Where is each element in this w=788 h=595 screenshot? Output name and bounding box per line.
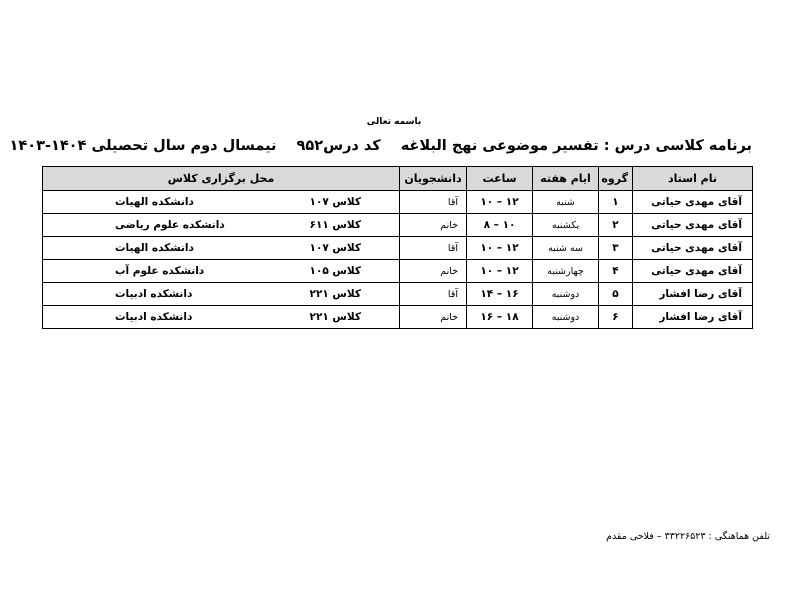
cell-location (43, 306, 400, 329)
cell-time: ۱۲ – ۱۰ (467, 260, 533, 283)
table-row (43, 260, 753, 283)
cell-day: دوشنبه (533, 283, 599, 306)
cell-time: ۱۶ – ۱۴ (467, 283, 533, 306)
cell-faculty: دانشکده ادبیات (115, 311, 193, 323)
header-location: محل برگزاری کلاس (43, 167, 400, 191)
cell-faculty: دانشکده ادبیات (115, 288, 193, 300)
cell-classroom: کلاس ۲۲۱ (309, 311, 361, 323)
cell-teacher: آقای مهدی حیاتی (633, 260, 753, 283)
cell-faculty: دانشکده الهیات (115, 196, 194, 208)
cell-teacher: آقای مهدی حیاتی (633, 214, 753, 237)
cell-teacher: آقای رضا افشار (633, 306, 753, 329)
header-students: دانشجویان (400, 167, 467, 191)
cell-group: ۱ (599, 191, 633, 214)
cell-classroom: کلاس ۱۰۷ (309, 196, 361, 208)
table-row (43, 191, 753, 214)
cell-teacher: آقای رضا افشار (633, 283, 753, 306)
table-row (43, 237, 753, 260)
cell-teacher: آقای مهدی حیاتی (633, 191, 753, 214)
cell-day: دوشنبه (533, 306, 599, 329)
header-group: گروه (599, 167, 633, 191)
table-row (43, 214, 753, 237)
cell-day: شنبه (533, 191, 599, 214)
cell-classroom: کلاس ۲۲۱ (309, 288, 361, 300)
cell-time: ۱۰ – ۸ (467, 214, 533, 237)
academic-term: نیمسال دوم سال تحصیلی ۱۴۰۴-۱۴۰۳ (9, 138, 277, 154)
course-code: کد درس۹۵۲ (296, 138, 381, 154)
cell-time: ۱۲ – ۱۰ (467, 237, 533, 260)
cell-location (43, 260, 400, 283)
cell-classroom: کلاس ۱۰۵ (309, 265, 361, 277)
cell-location (43, 214, 400, 237)
cell-students: آقا (400, 191, 467, 214)
coordination-phone: تلفن هماهنگی : ۳۳۲۲۶۵۲۳ – فلاحی مقدم (606, 531, 770, 542)
cell-classroom: کلاس ۱۰۷ (309, 242, 361, 254)
header-time: ساعت (467, 167, 533, 191)
table-row (43, 283, 753, 306)
cell-faculty: دانشکده علوم ریاضی (115, 219, 225, 231)
header-teacher: نام استاد (633, 167, 753, 191)
cell-group: ۲ (599, 214, 633, 237)
cell-faculty: دانشکده الهیات (115, 242, 194, 254)
cell-day: سه شنبه (533, 237, 599, 260)
course-title: برنامه کلاسی درس : تفسیر موضوعی نهج البلاغه (400, 138, 752, 154)
cell-classroom: کلاس ۶۱۱ (309, 219, 361, 231)
cell-group: ۶ (599, 306, 633, 329)
bismillah-heading: باسمه تعالی (366, 117, 422, 127)
header-day: ایام هفته (533, 167, 599, 191)
cell-teacher: آقای مهدی حیاتی (633, 237, 753, 260)
cell-group: ۳ (599, 237, 633, 260)
cell-time: ۱۸ – ۱۶ (467, 306, 533, 329)
cell-students: خانم (400, 260, 467, 283)
cell-students: آقا (400, 237, 467, 260)
cell-students: آقا (400, 283, 467, 306)
cell-location (43, 191, 400, 214)
cell-group: ۵ (599, 283, 633, 306)
cell-group: ۴ (599, 260, 633, 283)
cell-students: خانم (400, 306, 467, 329)
cell-students: خانم (400, 214, 467, 237)
table-row (43, 306, 753, 329)
cell-day: یکشنبه (533, 214, 599, 237)
table-header-row (43, 167, 753, 191)
cell-faculty: دانشکده علوم آب (115, 265, 205, 277)
class-schedule-table (42, 166, 753, 329)
cell-day: چهارشنبه (533, 260, 599, 283)
page-title (9, 138, 752, 154)
cell-time: ۱۲ – ۱۰ (467, 191, 533, 214)
cell-location (43, 283, 400, 306)
cell-location (43, 237, 400, 260)
